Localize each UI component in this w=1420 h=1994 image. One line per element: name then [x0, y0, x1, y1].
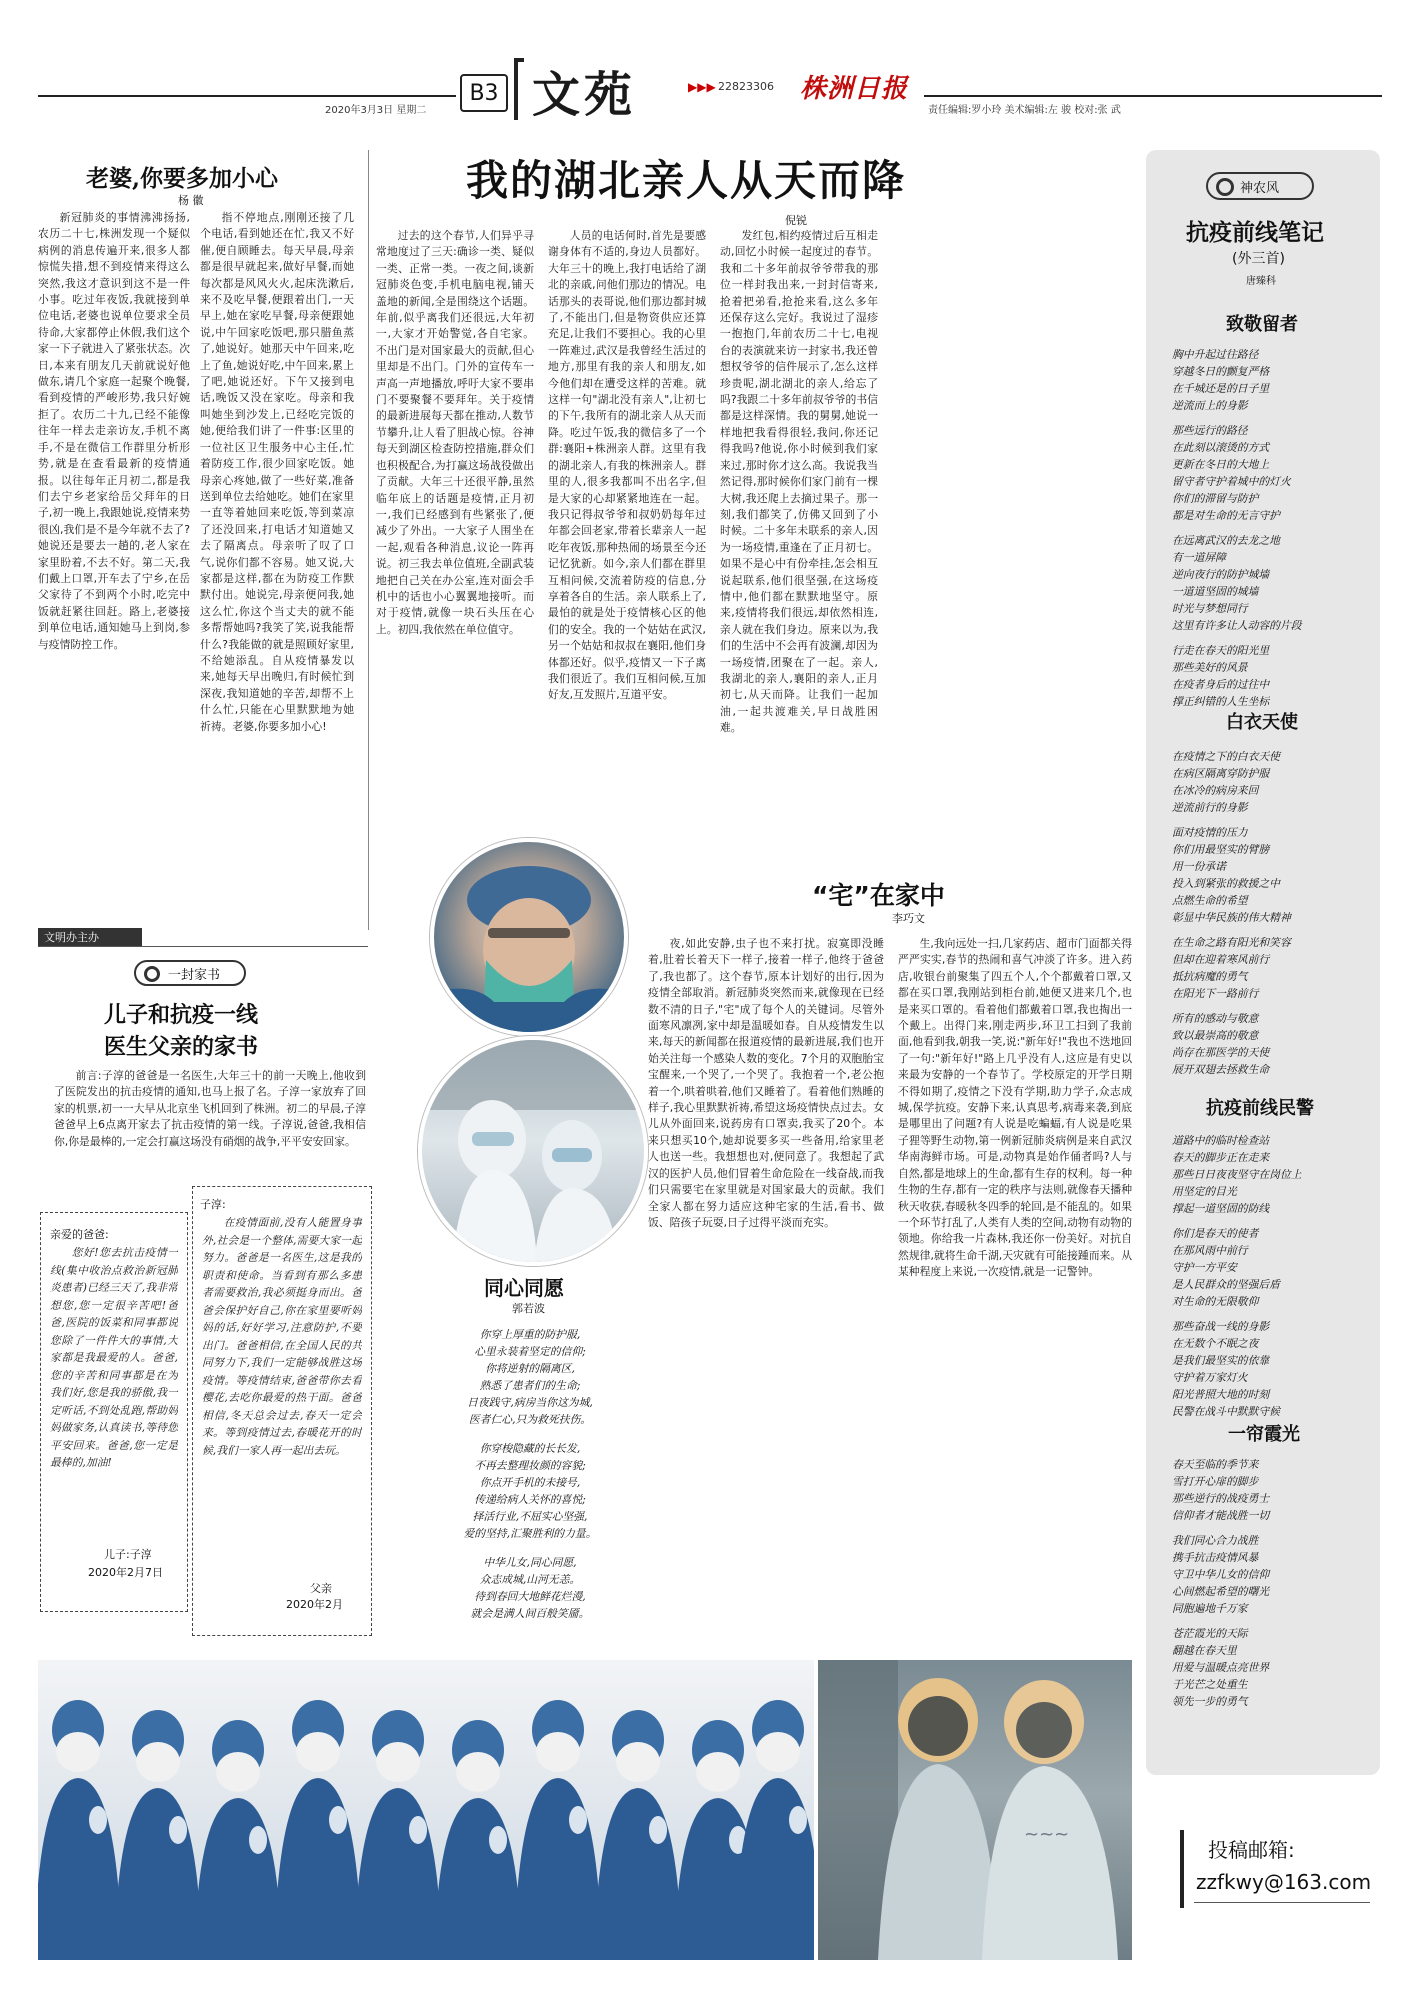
figure-thumbs-up — [409, 1816, 427, 1844]
section-title: 文苑 — [532, 67, 637, 123]
poem-line: 携手抗击疫情风暴 — [1172, 1551, 1259, 1564]
son-letter-sign: 儿子:子淳 — [104, 1548, 152, 1561]
poem-line: 更新在冬日的大地上 — [1172, 458, 1270, 471]
submission-label: 投稿邮箱: — [1208, 1838, 1295, 1862]
poem4-body — [1172, 1456, 1368, 1718]
poem-line: 同胞遍地千万家 — [1172, 1602, 1248, 1615]
poem-stanza — [1172, 934, 1368, 1002]
poem2-body — [1172, 748, 1368, 1086]
phone-number: 22823306 — [718, 80, 774, 93]
page-code: B3 — [460, 74, 508, 112]
poem-line: 逆流而上的身影 — [1172, 399, 1248, 412]
poem-line: 你点开手机的未接号, — [479, 1476, 581, 1489]
poem-line: 众志成城,山河无恙。 — [479, 1573, 581, 1586]
figure-body — [434, 1798, 522, 1960]
poem-stanza — [1172, 422, 1368, 524]
poem-line: 在千城还是的日子里 — [1172, 382, 1270, 395]
figure-thumbs-up — [569, 1806, 587, 1834]
medical-team-photo — [418, 1036, 648, 1266]
poem-line: 胸中升起过往路径 — [1172, 348, 1259, 361]
article3-col1: 夜,如此安静,虫子也不来打扰。寂寞即没睡着,肚着长着天下一样子,接着一样子,他终于爸爸了,我也都了。这个春节,原本计划好的出行,因为疫情全部取消。新冠肺炎突然而来,就像现在已经数不清的日子,"宅"成了每个人的关键词。尽管外面寒风凛冽,家中却是温暖如春。自从疫情发生以来,每天的新闻都在报道疫情的最新进展,我们也开始关注每一个感染人数的变化。7个月的双胞胎宝宝醒来,一个哭了,一个哭了。我抱着一个,老公抱着一个,哄着哄着,他们又睡着了。看着他们熟睡的样子,我心里默默祈祷,希望这场疫情快点过去。女儿从外面回来,说药房有口罩卖,我买了20个。本来只想买10个,她却说要多买一些备用,给家里老人也送一些。我想想也对,便同意了。我想起了武汉的医护人员,他们冒着生命危险在一线奋战,而我们只需要宅在家里就是对国家最大的贡献。我们全家人都在努力适应这种宅家的生活,看书、做饭、陪孩子玩耍,日子过得平淡而充实。 — [648, 937, 884, 1229]
poem-line: 择活行业,不屈实心坚强, — [472, 1510, 588, 1523]
poem-line: 展开双翅去拯救生命 — [1172, 1063, 1270, 1076]
poem-line: 用爱与温暖点亮世界 — [1172, 1661, 1270, 1674]
figure-mask — [56, 1732, 100, 1772]
poem-line: 用一份承诺 — [1172, 860, 1226, 873]
letters-title2: 医生父亲的家书 — [104, 1034, 259, 1060]
poem-line: 行走在春天的阳光里 — [1172, 644, 1270, 657]
poem-line: 撑正纠错的人生坐标 — [1172, 695, 1270, 708]
poem-line: 穿越冬日的颤复严格 — [1172, 365, 1270, 378]
poem-stanza — [1172, 1318, 1368, 1420]
poem-line: 不再去整理妆颜的容貌; — [474, 1459, 586, 1472]
poem-line: 有一道屏障 — [1172, 551, 1226, 564]
article4-stanza1 — [430, 1326, 630, 1428]
letters-tag — [38, 928, 142, 946]
nurse-portrait-photo — [430, 838, 628, 1036]
poem-line: 领先一步的勇气 — [1172, 1695, 1248, 1708]
figure-mask — [216, 1752, 260, 1792]
figure-body — [114, 1788, 202, 1960]
poem-line: 信仰者才能战胜一切 — [1172, 1509, 1270, 1522]
poem-line: 是人民群众的坚强后盾 — [1172, 1278, 1280, 1291]
poem-line: 所有的感动与敬意 — [1172, 1012, 1259, 1025]
figure-mask — [456, 1752, 500, 1792]
article2-col1: 过去的这个春节,人们异乎寻常地度过了三天:确诊一类、疑似一类、正常一类。一夜之间,谈新冠肺炎色变,手机电脑电视,铺天盖地的新闻,全是围绕这个话题。年前,似乎离我们还很远,大年初一,大家才开始警觉,各自宅家。不出门是对国家最大的贡献,但心里却是不出门。门外的宣传车一声高一声地播放,呼吁大家不要串门不要聚餐不要拜年。关于疫情的最新进展每天都在推动,人数节节攀升,让人看了胆战心惊。谷神每天到湖区检查防控措施,群众们也积极配合,为打赢这场战役做出了贡献。大年三十还很平静,虽然临年底上的话题是疫情,正月初一,我们已经感到有些紧张了,便减少了外出。一大家子人围坐在一起,观看各种消息,议论一阵再说。初三我去单位值班,全副武装地把自己关在办公室,连对面会手机中的话也小心翼翼地接听。而对于疫情,就像一块石头压在心上。初四,我依然在单位值守。 — [376, 229, 534, 636]
poem-stanza — [1172, 1532, 1368, 1617]
poem-line: 致以最崇高的敬意 — [1172, 1029, 1259, 1042]
poem-stanza — [1172, 346, 1368, 414]
poem-line: 都是对生命的无言守护 — [1172, 509, 1280, 522]
letters-pill — [134, 960, 246, 986]
figure-mask — [756, 1732, 800, 1772]
figure-body — [354, 1788, 442, 1960]
shennong-title: 抗疫前线笔记 — [1186, 220, 1324, 246]
figure-thumbs-up — [329, 1806, 347, 1834]
article3-author: 李巧文 — [892, 912, 925, 925]
poem-line: 一道道坚固的城墙 — [1172, 585, 1259, 598]
figure-thumbs-up — [649, 1816, 667, 1844]
poem-stanza — [1172, 1625, 1368, 1710]
poem3-body — [1172, 1132, 1368, 1428]
article1-title: 老婆,你要多加小心 — [86, 165, 279, 192]
article2-col3: 发红包,相约疫情过后互相走动,回忆小时候一起度过的春节。我和二十多年前叔爷爷带我的那位一样封我出来,一封封信寄来,抢着把弟看,抢抢来看,这么多年还保存这么完好。我说过了湿疹一抱抱门,年前农历二十七,电视台的表演就来访一封家书,我还曾想权爷爷的信件展示了,怎么这样珍贵呢,湖北湖北的亲人,给忘了吗?我跟二十多年前叔爷爷的书信都是这样深情。我的舅舅,她说一样地把我看得很轻,我问,你还记得我吗?他说,你小时候到我们家来过,那时你才这么高。我说我当然记得,那时候你们家门前有一棵大树,我还爬上去摘过果子。那一刻,我们都笑了,仿佛又回到了小时候。二十多年未联系的亲人,因为一场疫情,重逢在了正月初七。如果不是心中有份牵挂,怎会相互说起联系,他们很坚强,在这场疫情中,他们都在默默地坚守。原来,疫情将我们很远,却依然相连,亲人就在我们身边。原来以为,我们的生活中不会再有波澜,却因为一场疫情,团聚在了一起。亲人,我湖北的亲人,襄阳的亲人,正月初七,从天而降。让我们一起加油,一起共渡难关,早日战胜困难。 — [720, 229, 878, 735]
letters-tag-label: 文明办主办 — [44, 931, 99, 944]
poem-line: 在疫者身后的过往中 — [1172, 678, 1270, 691]
figure-thumbs-up — [789, 1806, 807, 1834]
poem-line: 逆流前行的身影 — [1172, 801, 1248, 814]
poem-line: 在无数个不眠之夜 — [1172, 1337, 1259, 1350]
poem-line: 苍茫霞光的天际 — [1172, 1627, 1248, 1640]
poem-line: 守护着万家灯火 — [1172, 1371, 1248, 1384]
poem-line: 翻越在春天里 — [1172, 1644, 1237, 1657]
poem-line: 待到春回大地鲜花烂漫, — [474, 1590, 586, 1603]
poem-stanza — [1172, 532, 1368, 634]
shennong-author: 唐臻科 — [1246, 276, 1276, 287]
poem-line: 是我们最坚实的依靠 — [1172, 1354, 1270, 1367]
poem-line: 你将逆射的隔离区, — [485, 1362, 575, 1375]
letters-pill-label: 一封家书 — [168, 968, 221, 983]
poem4-title: 一帘霞光 — [1228, 1424, 1300, 1445]
article4-author: 郭若波 — [512, 1302, 545, 1315]
submission-underline — [1194, 1902, 1370, 1903]
figure-thumbs-up — [169, 1816, 187, 1844]
poem-line: 这里有许多让人动容的片段 — [1172, 619, 1302, 632]
poem-stanza — [1172, 642, 1368, 710]
article1-col1: 新冠肺炎的事情沸沸扬扬,农历二十七,株洲发现一个疑似病例的消息传遍开来,很多人都惊慌失措,想不到疫情来得这么突然,我这才意识到这不是一件小事。吃过年夜饭,我就接到单位电话,老婆也说单位要求全员待命,大家都停止休假,我们这个家一下子就进入了紧张状态。次日,本来有朋友几天前就说好他做东,请几个家庭一起聚个晚餐,看到疫情的严峻形势,我只好婉拒了。农历二十九,已经不能像往年一样去走亲访友,手机不离手,不是在微信工作群里分析形势,就是在查看最新的疫情通报。以往每年正月初二,都是我们去宁乡老家给岳父拜年的日子,初一晚上,我跟她说,疫情来势很凶,我们是不是今年就不去了?她说还是要去一趟的,老人家在家里盼着,不去不好。第二天,我们戴上口罩,开车去了宁乡,在岳父家待了不到两个小时,吃完中饭就赶紧往回赶。路上,老婆接到单位电话,通知她马上到岗,参与疫情防控工作。 — [38, 211, 190, 651]
poem-stanza — [1172, 824, 1368, 926]
father-letter-body: 在疫情面前,没有人能置身事外,社会是一个整体,需要大家一起努力。爸爸是一名医生,这是我的职责和使命。当看到有那么多患者需要救治,我必须挺身而出。爸爸会保护好自己,你在家里要听妈妈的话,好好学习,注意防护,不要出门。爸爸相信,在全国人民的共同努力下,我们一定能够战胜这场疫情。等疫情结束,爸爸带你去看樱花,去吃你最爱的热干面。爸爸相信,冬天总会过去,春天一定会来。等到疫情过去,春暖花开的时候,我们一家人再一起出去玩。 — [202, 1216, 362, 1457]
poem-line: 那些逆行的战疫勇士 — [1172, 1492, 1270, 1505]
father-letter-sign: 父亲 — [310, 1582, 332, 1595]
figure-body — [734, 1778, 814, 1960]
flower-icon — [1216, 178, 1234, 196]
poem-line: 就会是满人间百般笑靥。 — [470, 1607, 590, 1620]
publish-date: 2020年3月3日 星期二 — [325, 105, 427, 116]
figure-mask — [616, 1742, 660, 1782]
figure-body — [594, 1788, 682, 1960]
figure-mask — [136, 1742, 180, 1782]
section-bracket-left — [514, 58, 524, 120]
article4-stanza2 — [430, 1440, 630, 1542]
poem-line: 在那风雨中前行 — [1172, 1244, 1248, 1257]
poem-line: 在病区隔离穿防护服 — [1172, 767, 1270, 780]
poem3-title: 抗疫前线民警 — [1206, 1098, 1314, 1119]
masthead — [0, 0, 1420, 140]
poem-line: 民警在战斗中默默守候 — [1172, 1405, 1280, 1418]
poem1-body — [1172, 346, 1368, 718]
poem-line: 我们同心合力战胜 — [1172, 1534, 1259, 1547]
figure-body — [38, 1778, 122, 1960]
shennong-subtitle: (外三首) — [1232, 251, 1285, 267]
poem-line: 中华儿女,同心同愿, — [483, 1556, 577, 1569]
figure-thumbs-up — [489, 1826, 507, 1854]
figure-mask — [696, 1752, 740, 1792]
poem-line: 点燃生命的希望 — [1172, 894, 1248, 907]
poem-line: 对生命的无限敬仰 — [1172, 1295, 1259, 1308]
poem-line: 守卫中华儿女的信仰 — [1172, 1568, 1270, 1581]
poem-line: 雪打开心扉的脚步 — [1172, 1475, 1259, 1488]
editors-line: 责任编辑:罗小玲 美术编辑:左 骏 校对:张 武 — [928, 105, 1121, 116]
poem-line: 心间燃起希望的曙光 — [1172, 1585, 1270, 1598]
figure-thumbs-up — [89, 1806, 107, 1834]
shennong-pill — [1206, 172, 1314, 200]
poem-line: 传递给病人关怀的喜悦; — [474, 1493, 586, 1506]
poem-line: 爱的坚持,汇聚胜利的力量。 — [463, 1527, 597, 1540]
poem-line: 投入到紧张的救援之中 — [1172, 877, 1280, 890]
protective-suits-photo — [818, 1660, 1132, 1960]
article1-author: 杨 徽 — [178, 194, 204, 207]
son-letter-date: 2020年2月7日 — [88, 1566, 163, 1579]
svg-text:~~~: ~~~ — [1024, 1824, 1070, 1845]
flower-icon — [144, 966, 160, 982]
poem-line: 但却在迎着寒风前行 — [1172, 953, 1270, 966]
poem-line: 撑起一道坚固的防线 — [1172, 1202, 1270, 1215]
article3-col2: 生,我向远处一扫,几家药店、超市门面都关得严严实实,春节的热闹和喜气冲淡了许多。进入药店,收银台前聚集了四五个人,个个都戴着口罩,又都在买口罩,我刚站到柜台前,她便又进来几个,也是来买口罩的。看着他们都戴着口罩,我也掏出一个戴上。出得门来,刚走两步,环卫工扫到了我前面,他看到我,朝我一笑,说:"新年好!"我也不迭地回了一句:"新年好!"路上几乎没有人,这应是有史以来最为安静的一个春节了。学校原定的开学日期不得如期了,疫情之下没有学期,助力学子,众志成城,保学抗疫。安静下来,认真思考,病毒来袭,到底是哪里出了问题?有人说是吃蝙蝠,有人说是吃果子狸等野生动物,第一例新冠肺炎病例是来自武汉华南海鲜市场。可是,动物真是始作俑者吗?人与自然,都是地球上的生命,都有生存的权利。每一种生物的生存,都有一定的秩序与法则,就像春天播种秋天收获,春暖秋冬四季的轮回,是不能乱的。如果一个环节打乱了,人类有人类的空间,动物有动物的领地。你给我一片森林,我还你一份美好。对抗自然规律,就将生命千湖,天灾就有可能接踵而来。从某种程度上来说,一次疫情,就是一记警钟。 — [898, 937, 1132, 1279]
poem-line: 那些日日夜夜坚守在岗位上 — [1172, 1168, 1302, 1181]
son-letter-greet: 亲爱的爸爸: — [50, 1228, 109, 1241]
poem-line: 你穿梭隐藏的长长发, — [479, 1442, 581, 1455]
poem-line: 医者仁心,只为救死扶伤。 — [468, 1413, 592, 1426]
article1-col2: 指不停地点,刚刚还接了几个电话,看到她还在忙,我又不好催,便自顾睡去。每天早晨,母亲都是很早就起来,做好早餐,而她每次都是风风火火,起床洗漱后,来不及吃早餐,便跟着出门,一天早上,她在家吃早餐,母亲便跟她说,中午回家吃饭吧,那只腊鱼蒸了,她说好。她那天中午回来,吃上了鱼,她说好吃,中午回来,累上了吧,她说还好。下午又接到电话,晚饭又没在家吃。母亲和我叫她坐到沙发上,已经吃完饭的她,便给我们讲了一件事:区里的一位社区卫生服务中心主任,忙着防疫工作,很少回家吃饭。她母亲心疼她,做了一些好菜,准备送到单位去给她吃。她们在家里一直等着她回来吃饭,等到菜凉了还没回来,打电话才知道她又去了隔离点。母亲听了叹了口气,说你们都不容易。她又说,大家都是这样,都在为防疫工作默默付出。她说完,母亲便问我,她这么忙,你这个当丈夫的就不能多帮帮她吗?我笑了笑,说我能帮什么?我能做的就是照顾好家里,不给她添乱。自从疫情暴发以来,她每天早出晚归,有时候忙到深夜,我知道她的辛苦,却帮不上什么忙,只能在心里默默地为她祈祷。老婆,你要多加小心! — [200, 211, 354, 733]
medical-team-group-photo — [38, 1660, 814, 1960]
poem-line: 用坚定的目光 — [1172, 1185, 1237, 1198]
paper-logo: 株洲日报 — [800, 74, 909, 104]
poem-stanza — [1172, 748, 1368, 816]
poem-line: 时光与梦想同行 — [1172, 602, 1248, 615]
poem-line: 你们用最坚实的臂膀 — [1172, 843, 1270, 856]
figure-body — [194, 1798, 282, 1960]
submission-box — [1180, 1830, 1376, 1908]
father-letter-date: 2020年2月 — [286, 1598, 343, 1611]
figure-mask — [536, 1732, 580, 1772]
poem-line: 在此刻以滚烫的方式 — [1172, 441, 1270, 454]
poem-line: 那些美好的风景 — [1172, 661, 1248, 674]
submission-email[interactable]: zzfkwy@163.com — [1196, 1870, 1372, 1894]
phone-icon: ▶▶▶ — [688, 80, 716, 94]
poem-line: 在生命之路有阳光和笑容 — [1172, 936, 1291, 949]
letters-intro: 前言:子淳的爸爸是一名医生,大年三十的前一天晚上,他收到了医院发出的抗击疫情的通知,也马上报了名。子淳一家放弃了回家的机票,初一一大早从北京坐飞机回到了株洲。初二的早晨,子淳爸爸早上6点离开家去了抗击疫情的第一线。子淳说,爸爸,我相信你,你是最棒的,一定会打赢这场没有硝烟的战争,平平安安回家。 — [54, 1069, 366, 1148]
poem-line: 你们的滞留与防护 — [1172, 492, 1259, 505]
figure-body — [514, 1778, 602, 1960]
poem2-title: 白衣天使 — [1226, 712, 1298, 733]
poem-stanza — [1172, 1010, 1368, 1078]
poem-line: 熟悉了患者们的生命; — [479, 1379, 581, 1392]
poem-stanza — [1172, 1225, 1368, 1310]
poem-line: 道路中的临时检查站 — [1172, 1134, 1270, 1147]
father-letter-greet: 子淳: — [200, 1198, 226, 1211]
poem-line: 春天至临的季节来 — [1172, 1458, 1259, 1471]
poem-line: 尚存在那医学的天使 — [1172, 1046, 1270, 1059]
submission-border-left — [1180, 1830, 1184, 1908]
article2-col2: 人员的电话何时,首先是要感谢身体有不适的,身边人员都好。大年三十的晚上,我打电话给了湖北的亲戚,问他们那边的情况。电话那头的表哥说,他们那边都封城了,不能出门,但是物资供应还算充足,让我们不要担心。我的心里一阵难过,武汉是我曾经生活过的地方,那里有我的亲人和朋友,如今他们却在遭受这样的苦难。就这样一句"湖北没有亲人",让初七的下午,我所有的湖北亲人从天而降。吃过午饭,我的微信多了一个群:襄阳+株洲亲人群。这里有我的湖北亲人,有我的株洲亲人。群里的人,很多我都叫不出名字,但是大家的心却紧紧地连在一起。我只记得叔爷爷和叔奶奶每年过年都会回老家,带着长辈亲人一起吃年夜饭,那种热闹的场景至今还记忆犹新。如今,亲人们都在群里互相问候,交流着防疫的信息,分享着各自的生活。亲人联系上了,最怕的就是处于疫情核心区的他们的安全。我的一个姑姑在武汉,另一个姑姑和叔叔在襄阳,他们身体都还好。似乎,疫情又一下子离我们很近了。我们互相问候,互加好友,互发照片,互道平安。 — [548, 229, 706, 702]
poem-line: 在疫情之下的白衣天使 — [1172, 750, 1280, 763]
poem-line: 彰显中华民族的伟大精神 — [1172, 911, 1291, 924]
poem-line: 于光芒之处重生 — [1172, 1678, 1248, 1691]
poem-stanza — [1172, 1456, 1368, 1524]
poem-line: 阳光普照大地的时刻 — [1172, 1388, 1270, 1401]
poem-line: 那些奋战一线的身影 — [1172, 1320, 1270, 1333]
poem-line: 在远离武汉的去龙之地 — [1172, 534, 1280, 547]
poem-line: 面对疫情的压力 — [1172, 826, 1248, 839]
poem-line: 心里永装着坚定的信仰; — [474, 1345, 586, 1358]
figure-mask — [296, 1732, 340, 1772]
poem-line: 抵抗病魔的勇气 — [1172, 970, 1248, 983]
poem-line: 在阳光下一路前行 — [1172, 987, 1259, 1000]
letters-title: 儿子和抗疫一线 — [104, 1002, 259, 1028]
poem-line: 在冰冷的病房来回 — [1172, 784, 1259, 797]
poem-line: 那些远行的路径 — [1172, 424, 1248, 437]
poem-line: 你穿上厚重的防护服, — [479, 1328, 581, 1341]
son-letter-body: 您好!您去抗击疫情一线(集中收治点救治新冠肺炎患者)已经三天了,我非常想您,您一定很辛苦吧!爸爸,医院的饭菜和同事都说您除了一件件大的事情,大家都是我最爱的人。爸爸,您的辛苦和同事都是在为我们好,您是我的骄傲,我一定听话,不到处乱跑,帮助妈妈做家务,认真读书,等待您平安回来。爸爸,您一定是最棒的,加油! — [50, 1246, 178, 1469]
article4-title: 同心同愿 — [484, 1276, 564, 1300]
poem-line: 逆向夜行的防护城墙 — [1172, 568, 1270, 581]
shennong-pill-label: 神农风 — [1240, 181, 1280, 196]
poem-line: 日夜践守,病房当你这为城, — [467, 1396, 593, 1409]
figure-mask — [376, 1742, 420, 1782]
figure-body — [274, 1778, 362, 1960]
poem-line: 你们是春天的使者 — [1172, 1227, 1259, 1240]
article4-stanza3 — [430, 1554, 630, 1622]
article2-title: 我的湖北亲人从天而降 — [466, 156, 907, 205]
poem-line: 留守者守护着城中的灯火 — [1172, 475, 1291, 488]
article2-author: 倪锐 — [785, 214, 807, 227]
figure-thumbs-up — [249, 1826, 267, 1854]
article3-title: “宅”在家中 — [812, 881, 945, 910]
poem-line: 春天的脚步正在走来 — [1172, 1151, 1270, 1164]
poem-line: 守护一方平安 — [1172, 1261, 1237, 1274]
poem1-title: 致敬留者 — [1226, 314, 1298, 335]
poem-stanza — [1172, 1132, 1368, 1217]
